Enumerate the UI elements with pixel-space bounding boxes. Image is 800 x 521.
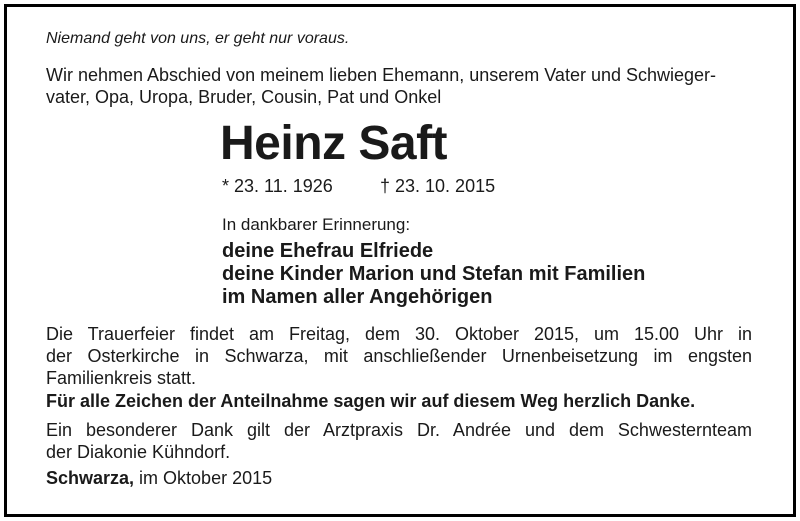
family-line: deine Kinder Marion und Stefan mit Familien	[222, 263, 646, 285]
motto: Niemand geht von uns, er geht nur voraus.	[46, 30, 350, 47]
funeral-service-text	[46, 323, 752, 389]
closing-line	[46, 468, 272, 489]
service-line: der Osterkirche in Schwarza, mit anschließender Urnenbeisetzung im engsten	[46, 346, 752, 366]
family-line: deine Ehefrau Elfriede	[222, 240, 434, 262]
family-line: im Namen aller Angehörigen	[222, 286, 493, 308]
service-line: Die Trauerfeier findet am Freitag, dem 30. Oktober 2015, um 15.00 Uhr in	[46, 324, 752, 344]
service-line: Familienkreis statt.	[46, 368, 197, 388]
deceased-name: Heinz Saft	[220, 117, 448, 170]
intro-line: vater, Opa, Uropa, Bruder, Cousin, Pat und Onkel	[46, 87, 442, 107]
life-dates	[222, 176, 496, 197]
special-thanks-line: der Diakonie Kühndorf.	[46, 442, 231, 462]
special-thanks-text	[46, 419, 752, 463]
family-signatures	[222, 240, 645, 309]
intro-text	[46, 64, 756, 108]
closing-place: Schwarza,	[46, 468, 135, 488]
remembrance-intro: In dankbarer Erinnerung:	[222, 215, 411, 234]
birth-date: * 23. 11. 1926	[222, 176, 333, 196]
death-date: † 23. 10. 2015	[380, 176, 496, 196]
closing-date: im Oktober 2015	[134, 468, 273, 488]
intro-line: Wir nehmen Abschied von meinem lieben Ehemann, unserem Vater und Schwieger-	[46, 65, 717, 85]
special-thanks-line: Ein besonderer Dank gilt der Arztpraxis Dr. Andrée und dem Schwesternteam	[46, 420, 752, 440]
thanks-statement: Für alle Zeichen der Anteilnahme sagen wir auf diesem Weg herzlich Danke.	[46, 391, 696, 411]
